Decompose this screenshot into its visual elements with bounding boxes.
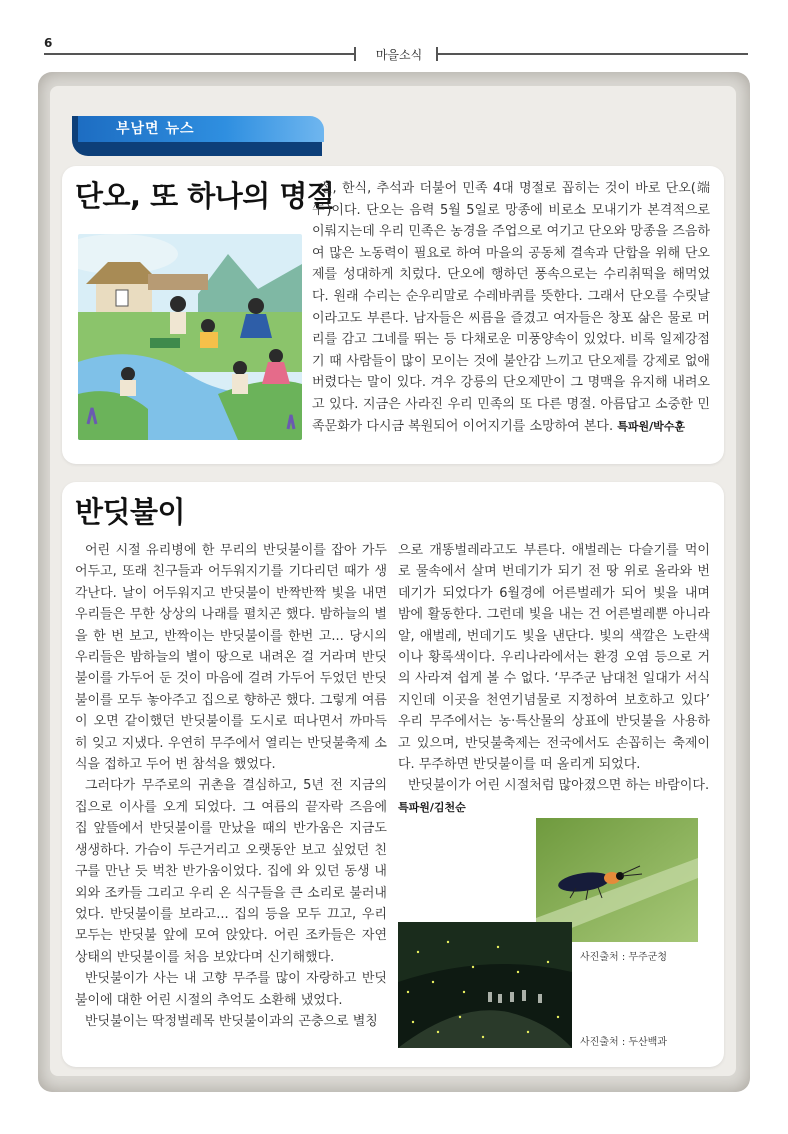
firefly-night-image [398, 922, 572, 1048]
article-body-dano-text: 설, 한식, 추석과 더불어 민족 4대 명절로 꼽히는 것이 바로 단오(端午)이다. 단오는 음력 5월 5일로 망종에 비로소 모내기가 본격적으로 이뤄지는데 우리 민족은 농경을 주업으로 여기고 단오와 망종을 즈음하여 많은 노동력이 필요로 하여 마을의 공동체 결속과 단합을 위해 단오제를 성대하게 치렀다. 단오에 행하던 풍속으로는 수리취떡을 해먹었다. 원래 수리는 순우리말로 수레바퀴를 뜻한다. 그래서 단오를 수릿날이라고도 부른다. 남자들은 씨름을 즐겼고 여자들은 창포 삶은 물로 머리를 감고 그네를 뛰는 등 다채로운 미풍양속이 있었다. 비록 일제강점기 때 사람들이 많이 모이는 것에 불안감 느끼고 단오제를 강제로 없애버렸다는 말이 있다. 겨우 강릉의 단오제만이 그 명맥을 유지해 내려오고 있다. 지금은 사라진 우리 민족의 또 다른 명절. 아름답고 소중한 민족문화가 다시금 복원되어 이어지기를 소망하여 본다. [312, 181, 710, 434]
page-number: 6 [44, 36, 53, 50]
header-tick-left [354, 47, 356, 61]
paragraph: 반딧불이가 사는 내 고향 무주를 많이 자랑하고 반딧불이에 대한 어린 시절의 추억도 소환해 냈었다. [75, 971, 387, 1008]
header-rule-left [44, 53, 354, 55]
article-title-dano: 단오, 또 하나의 명절 [75, 179, 335, 213]
section-title: 마을소식 [375, 48, 423, 62]
article-body-dano [312, 178, 710, 437]
paragraph: 어린 시절 유리병에 한 무리의 반딧불이를 잡아 가두어두고, 또래 친구들과 어두워지기를 기다리던 때가 생각난다. 날이 어두워지고 반딧불이 반짝반짝 빛을 내면 우리들은 무한 상상의 나래를 펼치곤 했다. 밤하늘의 별을 한 번 보고, 반짝이는 반딧불이를 한번 고... 당시의 우리들은 밤하늘의 별이 땅으로 내려온 걸 거라며 반딧불이를 가두어 둔 것이 마음에 걸려 가두어 두었던 반딧불이를 모두 놓아주고 집으로 향하곤 했다. 그렇게 여름이 오면 같이했던 반딧불이를 도시로 떠나면서 까마득히 잊고 지냈다. 우연히 무주에서 열리는 반딧불축제 소식을 접하고 두어 번 참석을 했었다. [75, 543, 387, 773]
article-byline-dano: 특파원/박수훈 [617, 419, 685, 433]
paragraph: 반딧불이가 어린 시절처럼 많아졌으면 하는 바람이다. [408, 778, 710, 794]
photo-credit-2: 사진출처 : 두산백과 [580, 1037, 668, 1048]
article-title-firefly: 반딧불이 [75, 495, 186, 529]
paragraph: 반딧불이는 딱정벌레목 반딧불이과의 곤충으로 별칭 [85, 1013, 378, 1029]
paragraph: 그러다가 무주로의 귀촌을 결심하고, 5년 전 지금의 집으로 이사를 오게 되었다. 그 여름의 끝자락 즈음에 집 앞뜰에서 반딧불이를 만났을 때의 반가움은 지금도 생생하다. 가슴이 두근거리고 오랫동안 보고 싶었던 친구를 만난 듯 벅찬 반가움이었다. 집에 와 있던 동생 내외와 조카들 그리고 우리 온 식구들을 큰 소리로 불러내었다. 반딧불이를 보라고... 집의 등을 모두 끄고, 우리 모두는 반딧불 앞에 모여 앉았다. 어린 조카들은 자연 상태의 반딧불이를 처음 보았다며 신기해했다. [75, 778, 387, 965]
article-firefly-left-column [75, 540, 387, 1032]
header-rule-right [438, 53, 748, 55]
firefly-night-photo [398, 922, 572, 1048]
dano-illustration [78, 234, 302, 440]
news-banner: 부남면 뉴스 [78, 116, 324, 142]
article-firefly-right-column [398, 540, 710, 818]
article-byline-firefly: 특파원/김천순 [398, 800, 466, 814]
photo-credit-1: 사진출처 : 무주군청 [580, 952, 668, 963]
paragraph: 으로 개똥벌레라고도 부른다. 애벌레는 다슬기를 먹이로 물속에서 살며 번데기가 되기 전 땅 위로 올라와 번데기가 되었다가 6월경에 어른벌레가 되어 빛을 내며 밤에 활동한다. 그런데 빛을 내는 건 어른벌레뿐 아니라 알, 애벌레, 번데기도 빛을 낸단다. 빛의 색깔은 노란색이나 황록색이다. 우리나라에서는 환경 오염 등으로 거의 사라져 쉽게 볼 수 없다. ‘무주군 남대천 일대가 서식지인데 이곳을 천연기념물로 지정하여 보호하고 있다’ 우리 무주에서는 농·특산물의 상표에 반딧불을 사용하고 있으며, 반딧불축제는 전국에서도 손꼽히는 축제이다. 무주하면 반딧불이를 떠 올리게 되었다. [398, 543, 710, 773]
dano-scene-image [78, 234, 302, 440]
